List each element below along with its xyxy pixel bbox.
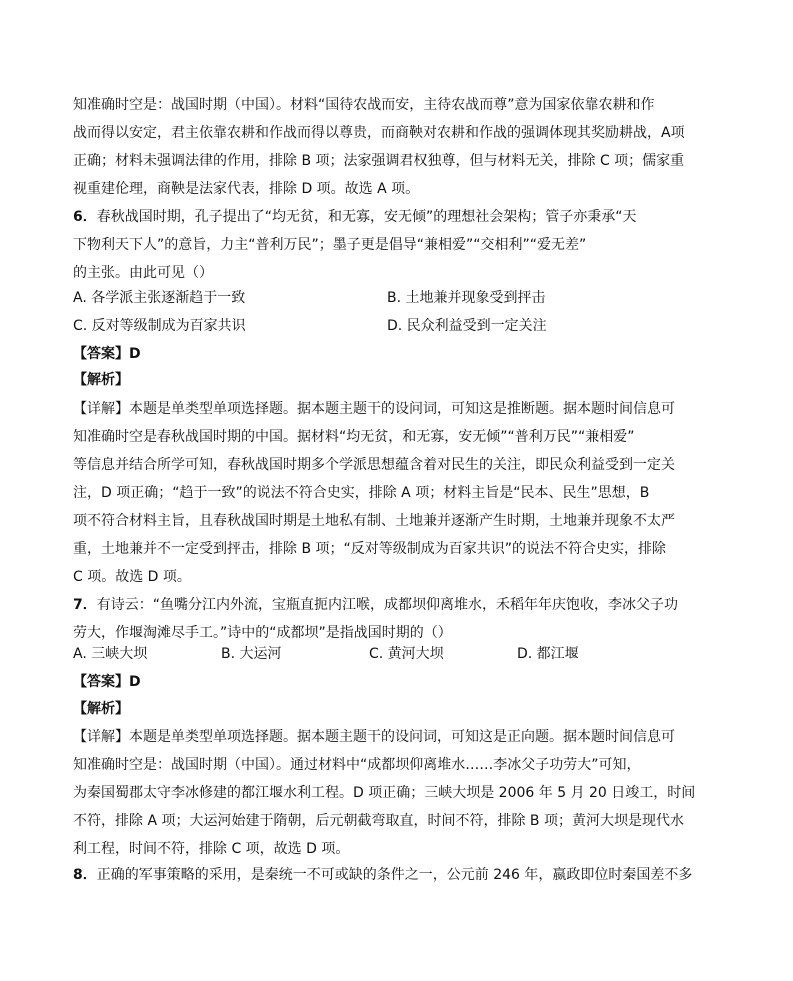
detail-line: 项不符合材料主旨，且春秋战国时期是土地私有制、土地兼并逐渐产生时期，土地兼并现象不太严	[73, 513, 675, 529]
question-6-option-c: C. 反对等级制成为百家共识	[73, 318, 246, 334]
detail-line: C 项。故选 D 项。	[73, 569, 191, 585]
question-6-stem-line: 6．春秋战国时期，孔子提出了“均无贫，和无寡，安无倾”的理想社会架构；管子亦秉承“天	[73, 209, 637, 225]
question-6-stem-line: 下物利天下人”的意旨，力主“普利万民”；墨子更是倡导“兼相爱”“交相利”“爱无差”	[73, 237, 587, 253]
detail-line: 注，D 项正确；“趋于一致”的说法不符合史实，排除 A 项；材料主旨是“民本、民生”思想，B	[73, 485, 650, 501]
answer-tag: 【答案】D	[73, 674, 141, 690]
detail-line: 重，土地兼并不一定受到抨击，排除 B 项；“反对等级制成为百家共识”的说法不符合史实，排除	[73, 541, 667, 557]
detail-line: 知准确时空是春秋战国时期的中国。据材料“均无贫，和无寡，安无倾”“普利万民”“兼相爱”	[73, 429, 635, 445]
paragraph-line: 战而得以安定，君主依靠农耕和作战而得以尊贵，而商鞅对农耕和作战的强调体现其奖励耕战，A项	[73, 125, 685, 141]
detail-line: 等信息并结合所学可知，春秋战国时期多个学派思想蕴含着对民生的关注，即民众利益受到一定关	[73, 457, 675, 473]
question-7-option-c: C. 黄河大坝	[369, 646, 444, 662]
question-number: 6．	[73, 209, 97, 225]
paragraph-line: 知准确时空是：战国时期（中国）。材料“国待农战而安，主待农战而尊”意为国家依靠农耕和作	[73, 97, 655, 113]
question-7-option-b: B. 大运河	[221, 646, 282, 662]
paragraph-line: 视重建伦理，商鞅是法家代表，排除 D 项。故选 A 项。	[73, 181, 420, 197]
question-6-option-a: A. 各学派主张逐渐趋于一致	[73, 290, 246, 306]
question-7-option-d: D. 都江堰	[517, 646, 579, 662]
detail-line: 不符，排除 A 项；大运河始建于隋朝，后元朝截弯取直，时间不符，排除 B 项；黄河大坝是现代水	[73, 813, 684, 829]
answer-tag: 【答案】D	[73, 346, 141, 362]
question-number: 7．	[73, 597, 97, 613]
paragraph-line: 正确；材料未强调法律的作用，排除 B 项；法家强调君权独尊，但与材料无关，排除 C 项；儒家重	[73, 153, 685, 169]
detail-line: 【详解】本题是单类型单项选择题。据本题主题干的设问词，可知这是推断题。据本题时间信息可	[73, 401, 675, 417]
question-number: 8．	[73, 867, 97, 883]
detail-line: 利工程，时间不符，排除 C 项，故选 D 项。	[73, 841, 350, 857]
question-8-stem-line: 8．正确的军事策略的采用，是秦统一不可或缺的条件之一，公元前 246 年，嬴政即位时秦国差不多	[73, 867, 693, 883]
question-7-option-a: A. 三峡大坝	[73, 646, 148, 662]
analysis-tag: 【解析】	[73, 372, 129, 388]
detail-line: 知准确时空是：战国时期（中国）。通过材料中“成都坝仰离堆水……李冰父子功劳大”可知，	[73, 757, 641, 773]
question-6-stem-line: 的主张。由此可见（）	[73, 265, 213, 281]
detail-line: 【详解】本题是单类型单项选择题。据本题主题干的设问词，可知这是正向题。据本题时间信息可	[73, 729, 675, 745]
detail-line: 为秦国蜀郡太守李冰修建的都江堰水利工程。D 项正确；三峡大坝是 2006 年 5 月 20 日竣工，时间	[73, 785, 696, 801]
question-7-stem-line: 7．有诗云：“鱼嘴分江内外流，宝瓶直扼内江喉，成都坝仰离堆水，禾稻年年庆饱收，李冰父子功	[73, 597, 679, 613]
question-7-stem-line: 劳大，作堰淘滩尽手工。”诗中的“成都坝”是指战国时期的（）	[73, 625, 452, 641]
question-6-option-d: D. 民众利益受到一定关注	[387, 318, 547, 334]
question-6-option-b: B. 土地兼并现象受到抨击	[387, 290, 546, 306]
analysis-tag: 【解析】	[73, 701, 129, 717]
